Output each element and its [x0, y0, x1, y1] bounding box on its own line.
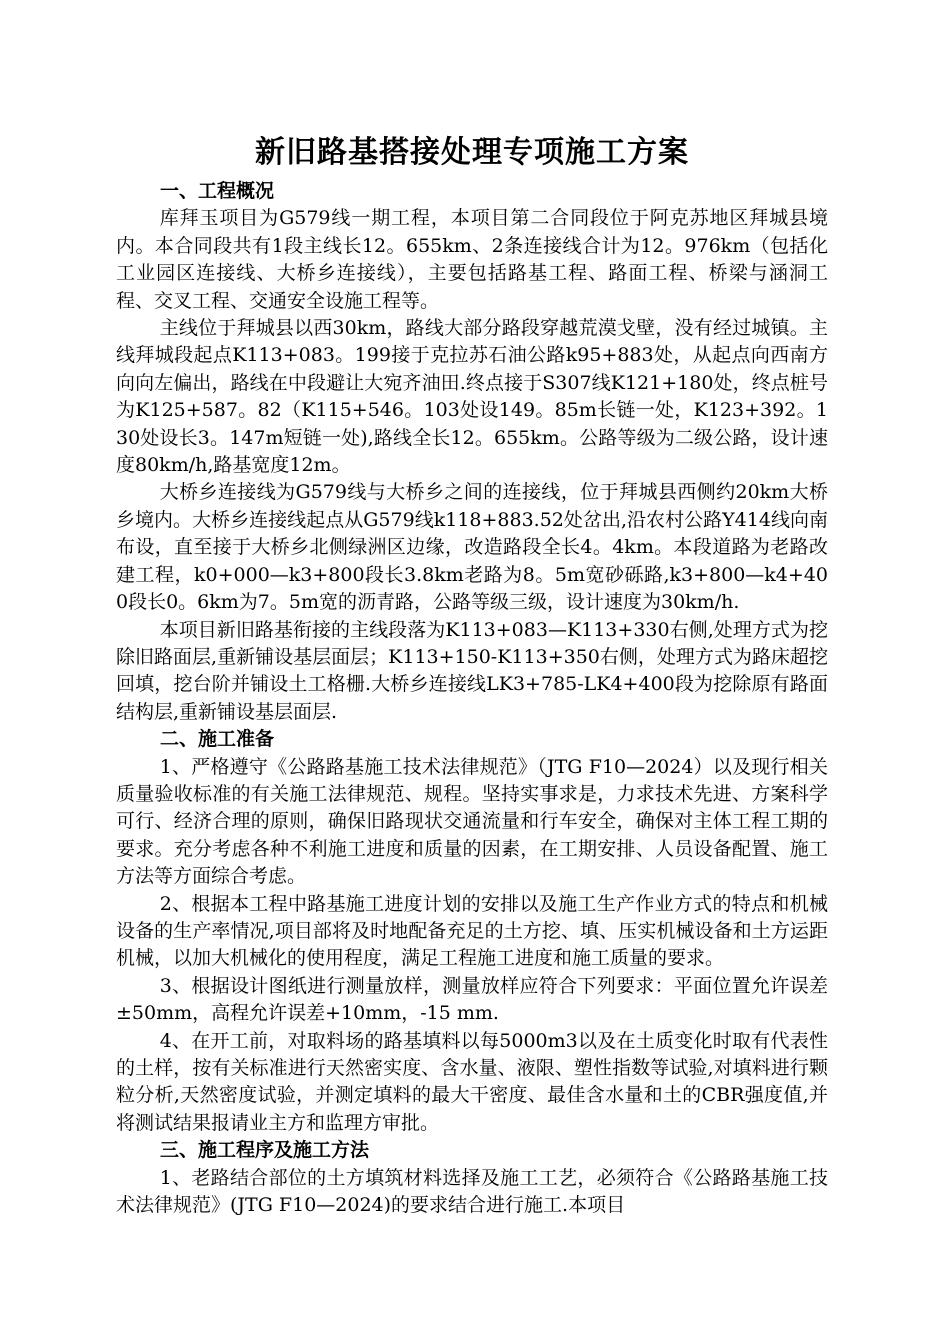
paragraph: 1、严格遵守《公路路基施工技术法律规范》（JTG F10—2024）以及现行相关质量验收标准的有关施工法律规范、规程。坚持实事求是，力求技术先进、方案科学可行、经济合理的原则，确保旧路现状交通流量和行车安全，确保对主体工程工期的要求。充分考虑各种不利施工进度和质量的因素，在工期安排、人员设备配置、施工方法等方面综合考虑。	[116, 755, 828, 888]
document-content	[116, 126, 828, 1219]
paragraph: 1、老路结合部位的土方填筑材料选择及施工工艺，必须符合《公路路基施工技术法律规范》(JTG F10—2024)的要求结合进行施工.本项目	[116, 1166, 828, 1217]
paragraph: 主线位于拜城县以西30km，路线大部分路段穿越荒漠戈壁，没有经过城镇。主线拜城段起点K113+083。199接于克拉苏石油公路k95+883处，从起点向西南方向向左偏出，路线在中段避让大宛齐油田.终点接于S307线K121+180处，终点桩号为K125+587。82（K115+546。103处设149。85m长链一处，K123+392。130处设长3。147m短链一处),路线全长12。655km。公路等级为二级公路，设计速度80km/h,路基宽度12m。	[116, 317, 828, 477]
section-project-overview	[116, 178, 828, 726]
paragraph: 4、在开工前，对取料场的路基填料以每5000m3以及在土质变化时取有代表性的土样，按有关标准进行天然密实度、含水量、液限、塑性指数等试验,对填料进行颗粒分析,天然密度试验，并测定填料的最大干密度、最佳含水量和土的CBR强度值,并将测试结果报请业主方和监理方审批。	[116, 1029, 828, 1134]
section-construction-procedure	[116, 1137, 828, 1219]
paragraph: 本项目新旧路基衔接的主线段落为K113+083—K113+330右侧,处理方式为挖除旧路面层,重新铺设基层面层；K113+150-K113+350右侧，处理方式为路床超挖回填，挖台阶并铺设土工格栅.大桥乡连接线LK3+785-LK4+400段为挖除原有路面结构层,重新铺设基层面层.	[116, 618, 828, 723]
paragraph: 3、根据设计图纸进行测量放样，测量放样应符合下列要求：平面位置允许误差±50mm，高程允许误差+10mm，-15 mm.	[116, 974, 828, 1025]
paragraph: 2、根据本工程中路基施工进度计划的安排以及施工生产作业方式的特点和机械设备的生产率情况,项目部将及时地配备充足的土方挖、填、压实机械设备和土方运距机械，以加大机械化的使用程度，满足工程施工进度和施工质量的要求。	[116, 892, 828, 970]
paragraph: 库拜玉项目为G579线一期工程，本项目第二合同段位于阿克苏地区拜城县境内。本合同段共有1段主线长12。655km、2条连接线合计为12。976km（包括化工业园区连接线、大桥乡连接线），主要包括路基工程、路面工程、桥梁与涵洞工程、交叉工程、交通安全设施工程等。	[116, 207, 828, 312]
section-heading: 一、工程概况	[160, 180, 275, 202]
document-title: 新旧路基搭接处理专项施工方案	[255, 135, 689, 170]
section-construction-preparation	[116, 726, 828, 1137]
paragraph: 大桥乡连接线为G579线与大桥乡之间的连接线，位于拜城县西侧约20km大桥乡境内。大桥乡连接线起点从G579线k118+883.52处岔出,沿农村公路Y414线向南布设，直至接于大桥乡北侧绿洲区边缘，改造路段全长4。4km。本段道路为老路改建工程，k0+000—k3+800段长3.8km老路为8。5m宽砂砾路,k3+800—k4+400段长0。6km为7。5m宽的沥青路，公路等级三级，设计速度为30km/h.	[116, 481, 828, 614]
section-heading: 二、施工准备	[160, 728, 275, 751]
section-heading: 三、施工程序及施工方法	[160, 1139, 370, 1162]
